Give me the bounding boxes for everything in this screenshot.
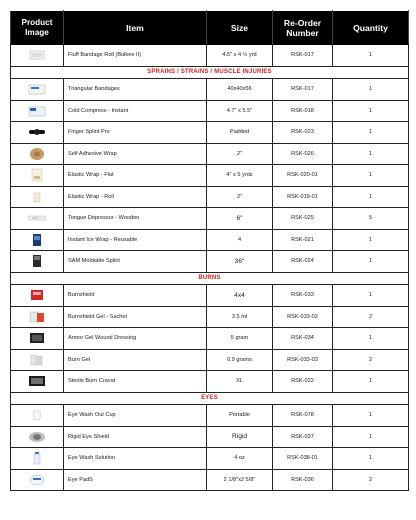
reorder-number: RSK-033-03	[273, 349, 333, 371]
item-name: Armor Gel Wound Dressing	[64, 328, 207, 350]
quantity: 1	[333, 371, 409, 393]
item-size: 4.7" x 5.5"	[207, 100, 273, 122]
reorder-number: RSK-033	[273, 285, 333, 307]
quantity: 1	[333, 100, 409, 122]
product-image-cell	[11, 122, 64, 144]
reorder-number: RSK-023	[273, 122, 333, 144]
inventory-table	[10, 10, 409, 491]
product-image-cell	[11, 448, 64, 470]
table-row	[11, 371, 409, 393]
product-image-cell	[11, 79, 64, 101]
cold-compress-icon	[11, 104, 63, 118]
item-size: 4x4	[207, 285, 273, 307]
item-size: 2 1/8"x2 5/8"	[207, 469, 273, 491]
gel-dressing-icon	[11, 331, 63, 345]
product-image-cell	[11, 186, 64, 208]
table-row	[11, 405, 409, 427]
quantity: 1	[333, 122, 409, 144]
product-image-cell	[11, 208, 64, 230]
item-name: Burnshield Gel - Sachet	[64, 306, 207, 328]
elastic-wrap-roll-icon	[11, 190, 63, 204]
item-name: Eye Wash Out Cup	[64, 405, 207, 427]
reorder-number: RSK-018	[273, 100, 333, 122]
quantity: 2	[333, 469, 409, 491]
reorder-number: RSK-036	[273, 469, 333, 491]
reorder-number: RSK-024	[273, 251, 333, 273]
product-image-cell	[11, 306, 64, 328]
reorder-number: RSK-020-01	[273, 165, 333, 187]
tongue-depressor-icon	[11, 211, 63, 225]
quantity: 1	[333, 285, 409, 307]
quantity: 1	[333, 448, 409, 470]
item-size: 6"	[207, 208, 273, 230]
reorder-number: RSK-021	[273, 229, 333, 251]
inventory-sheet	[10, 10, 408, 491]
quantity: 1	[333, 79, 409, 101]
item-size: 0.9 grams	[207, 349, 273, 371]
table-row	[11, 165, 409, 187]
reorder-number: RSK-078	[273, 405, 333, 427]
quantity: 1	[333, 229, 409, 251]
item-name: SAM Moldable Splint	[64, 251, 207, 273]
finger-splint-icon	[11, 125, 63, 139]
item-size: 4" x 5 yrds	[207, 165, 273, 187]
reorder-number: RSK-026	[273, 143, 333, 165]
table-row	[11, 208, 409, 230]
burn-gel-sachet-icon	[11, 310, 63, 324]
item-size: Rigid	[207, 426, 273, 448]
section-header-row	[11, 272, 409, 285]
header-item: Item	[64, 11, 207, 45]
burnshield-icon	[11, 288, 63, 302]
header-size: Size	[207, 11, 273, 45]
quantity: 1	[333, 426, 409, 448]
product-image-cell	[11, 165, 64, 187]
product-image-cell	[11, 229, 64, 251]
product-image-cell	[11, 100, 64, 122]
reorder-number: RSK-019-01	[273, 186, 333, 208]
burn-gel-icon	[11, 353, 63, 367]
table-row	[11, 251, 409, 273]
header-quantity: Quantity	[333, 11, 409, 45]
table-row	[11, 143, 409, 165]
item-size: 40x40x56	[207, 79, 273, 101]
product-image-cell	[11, 349, 64, 371]
product-image-cell	[11, 426, 64, 448]
item-size: 4.5" x 4 ½ yrd	[207, 45, 273, 67]
quantity: 1	[333, 186, 409, 208]
product-image-cell	[11, 405, 64, 427]
item-size: 4 oz	[207, 448, 273, 470]
quantity: 1	[333, 405, 409, 427]
table-body	[11, 45, 409, 491]
quantity: 2	[333, 306, 409, 328]
section-header-row	[11, 392, 409, 405]
item-name: Eye Wash Solution	[64, 448, 207, 470]
section-title: SPRAINS / STRAINS / MUSCLE INJURIES	[11, 66, 409, 79]
product-image-cell	[11, 285, 64, 307]
section-header-row	[11, 66, 409, 79]
eye-wash-cup-icon	[11, 408, 63, 422]
burn-cravat-icon	[11, 374, 63, 388]
item-size: 4	[207, 229, 273, 251]
item-name: Rigid Eye Shield	[64, 426, 207, 448]
reorder-number: RSK-017	[273, 45, 333, 67]
product-image-cell	[11, 328, 64, 350]
table-header	[11, 11, 409, 45]
item-name: Elastic Wrap - Flat	[64, 165, 207, 187]
header-product-image: Product Image	[11, 11, 64, 45]
product-image-cell	[11, 45, 64, 67]
product-image-cell	[11, 371, 64, 393]
item-name: Burnshield	[64, 285, 207, 307]
table-row	[11, 469, 409, 491]
ice-wrap-icon	[11, 233, 63, 247]
item-size: 2"	[207, 143, 273, 165]
section-title: EYES	[11, 392, 409, 405]
reorder-number: RSK-022	[273, 371, 333, 393]
table-row	[11, 122, 409, 144]
item-size: 2"	[207, 186, 273, 208]
reorder-number: RSK-033-02	[273, 306, 333, 328]
item-size: XL	[207, 371, 273, 393]
item-size: 5 gram	[207, 328, 273, 350]
item-name: Burn Gel	[64, 349, 207, 371]
item-size: Padded	[207, 122, 273, 144]
item-name: Tongue Depressor - Wooden	[64, 208, 207, 230]
table-row	[11, 79, 409, 101]
table-row	[11, 448, 409, 470]
bandage-roll-icon	[11, 48, 63, 62]
table-row	[11, 426, 409, 448]
item-name: Triangular Bandages	[64, 79, 207, 101]
header-reorder-number: Re-Order Number	[273, 11, 333, 45]
quantity: 1	[333, 165, 409, 187]
section-title: BURNS	[11, 272, 409, 285]
reorder-number: RSK-034	[273, 328, 333, 350]
table-row	[11, 186, 409, 208]
item-name: Fluff Bandage Roll (Bulkee II)	[64, 45, 207, 67]
sam-splint-icon	[11, 254, 63, 268]
table-row	[11, 45, 409, 67]
reorder-number: RSK-038-01	[273, 448, 333, 470]
triangular-bandage-icon	[11, 82, 63, 96]
quantity: 2	[333, 349, 409, 371]
table-row	[11, 349, 409, 371]
product-image-cell	[11, 251, 64, 273]
item-name: Finger Splint Pro	[64, 122, 207, 144]
adhesive-wrap-icon	[11, 147, 63, 161]
elastic-wrap-flat-icon	[11, 168, 63, 182]
reorder-number: RSK-037	[273, 426, 333, 448]
table-row	[11, 306, 409, 328]
table-row	[11, 328, 409, 350]
item-size: 36"	[207, 251, 273, 273]
quantity: 5	[333, 208, 409, 230]
item-name: Eye PadS	[64, 469, 207, 491]
quantity: 1	[333, 328, 409, 350]
item-name: Self Adhesive Wrap	[64, 143, 207, 165]
eye-wash-bottle-icon	[11, 451, 63, 465]
item-name: Elastic Wrap - Roll	[64, 186, 207, 208]
table-row	[11, 285, 409, 307]
item-size: 3.5 ml	[207, 306, 273, 328]
eye-pad-icon	[11, 473, 63, 487]
product-image-cell	[11, 469, 64, 491]
reorder-number: RSK-025	[273, 208, 333, 230]
table-row	[11, 229, 409, 251]
product-image-cell	[11, 143, 64, 165]
quantity: 1	[333, 143, 409, 165]
item-size: Portable	[207, 405, 273, 427]
quantity: 1	[333, 45, 409, 67]
item-name: Sterile Burn Cravat	[64, 371, 207, 393]
reorder-number: RSK-017	[273, 79, 333, 101]
quantity: 1	[333, 251, 409, 273]
item-name: Instant Ice Wrap - Reusable	[64, 229, 207, 251]
item-name: Cold Compress - Instant	[64, 100, 207, 122]
eye-shield-icon	[11, 430, 63, 444]
header-row	[11, 11, 409, 45]
table-row	[11, 100, 409, 122]
